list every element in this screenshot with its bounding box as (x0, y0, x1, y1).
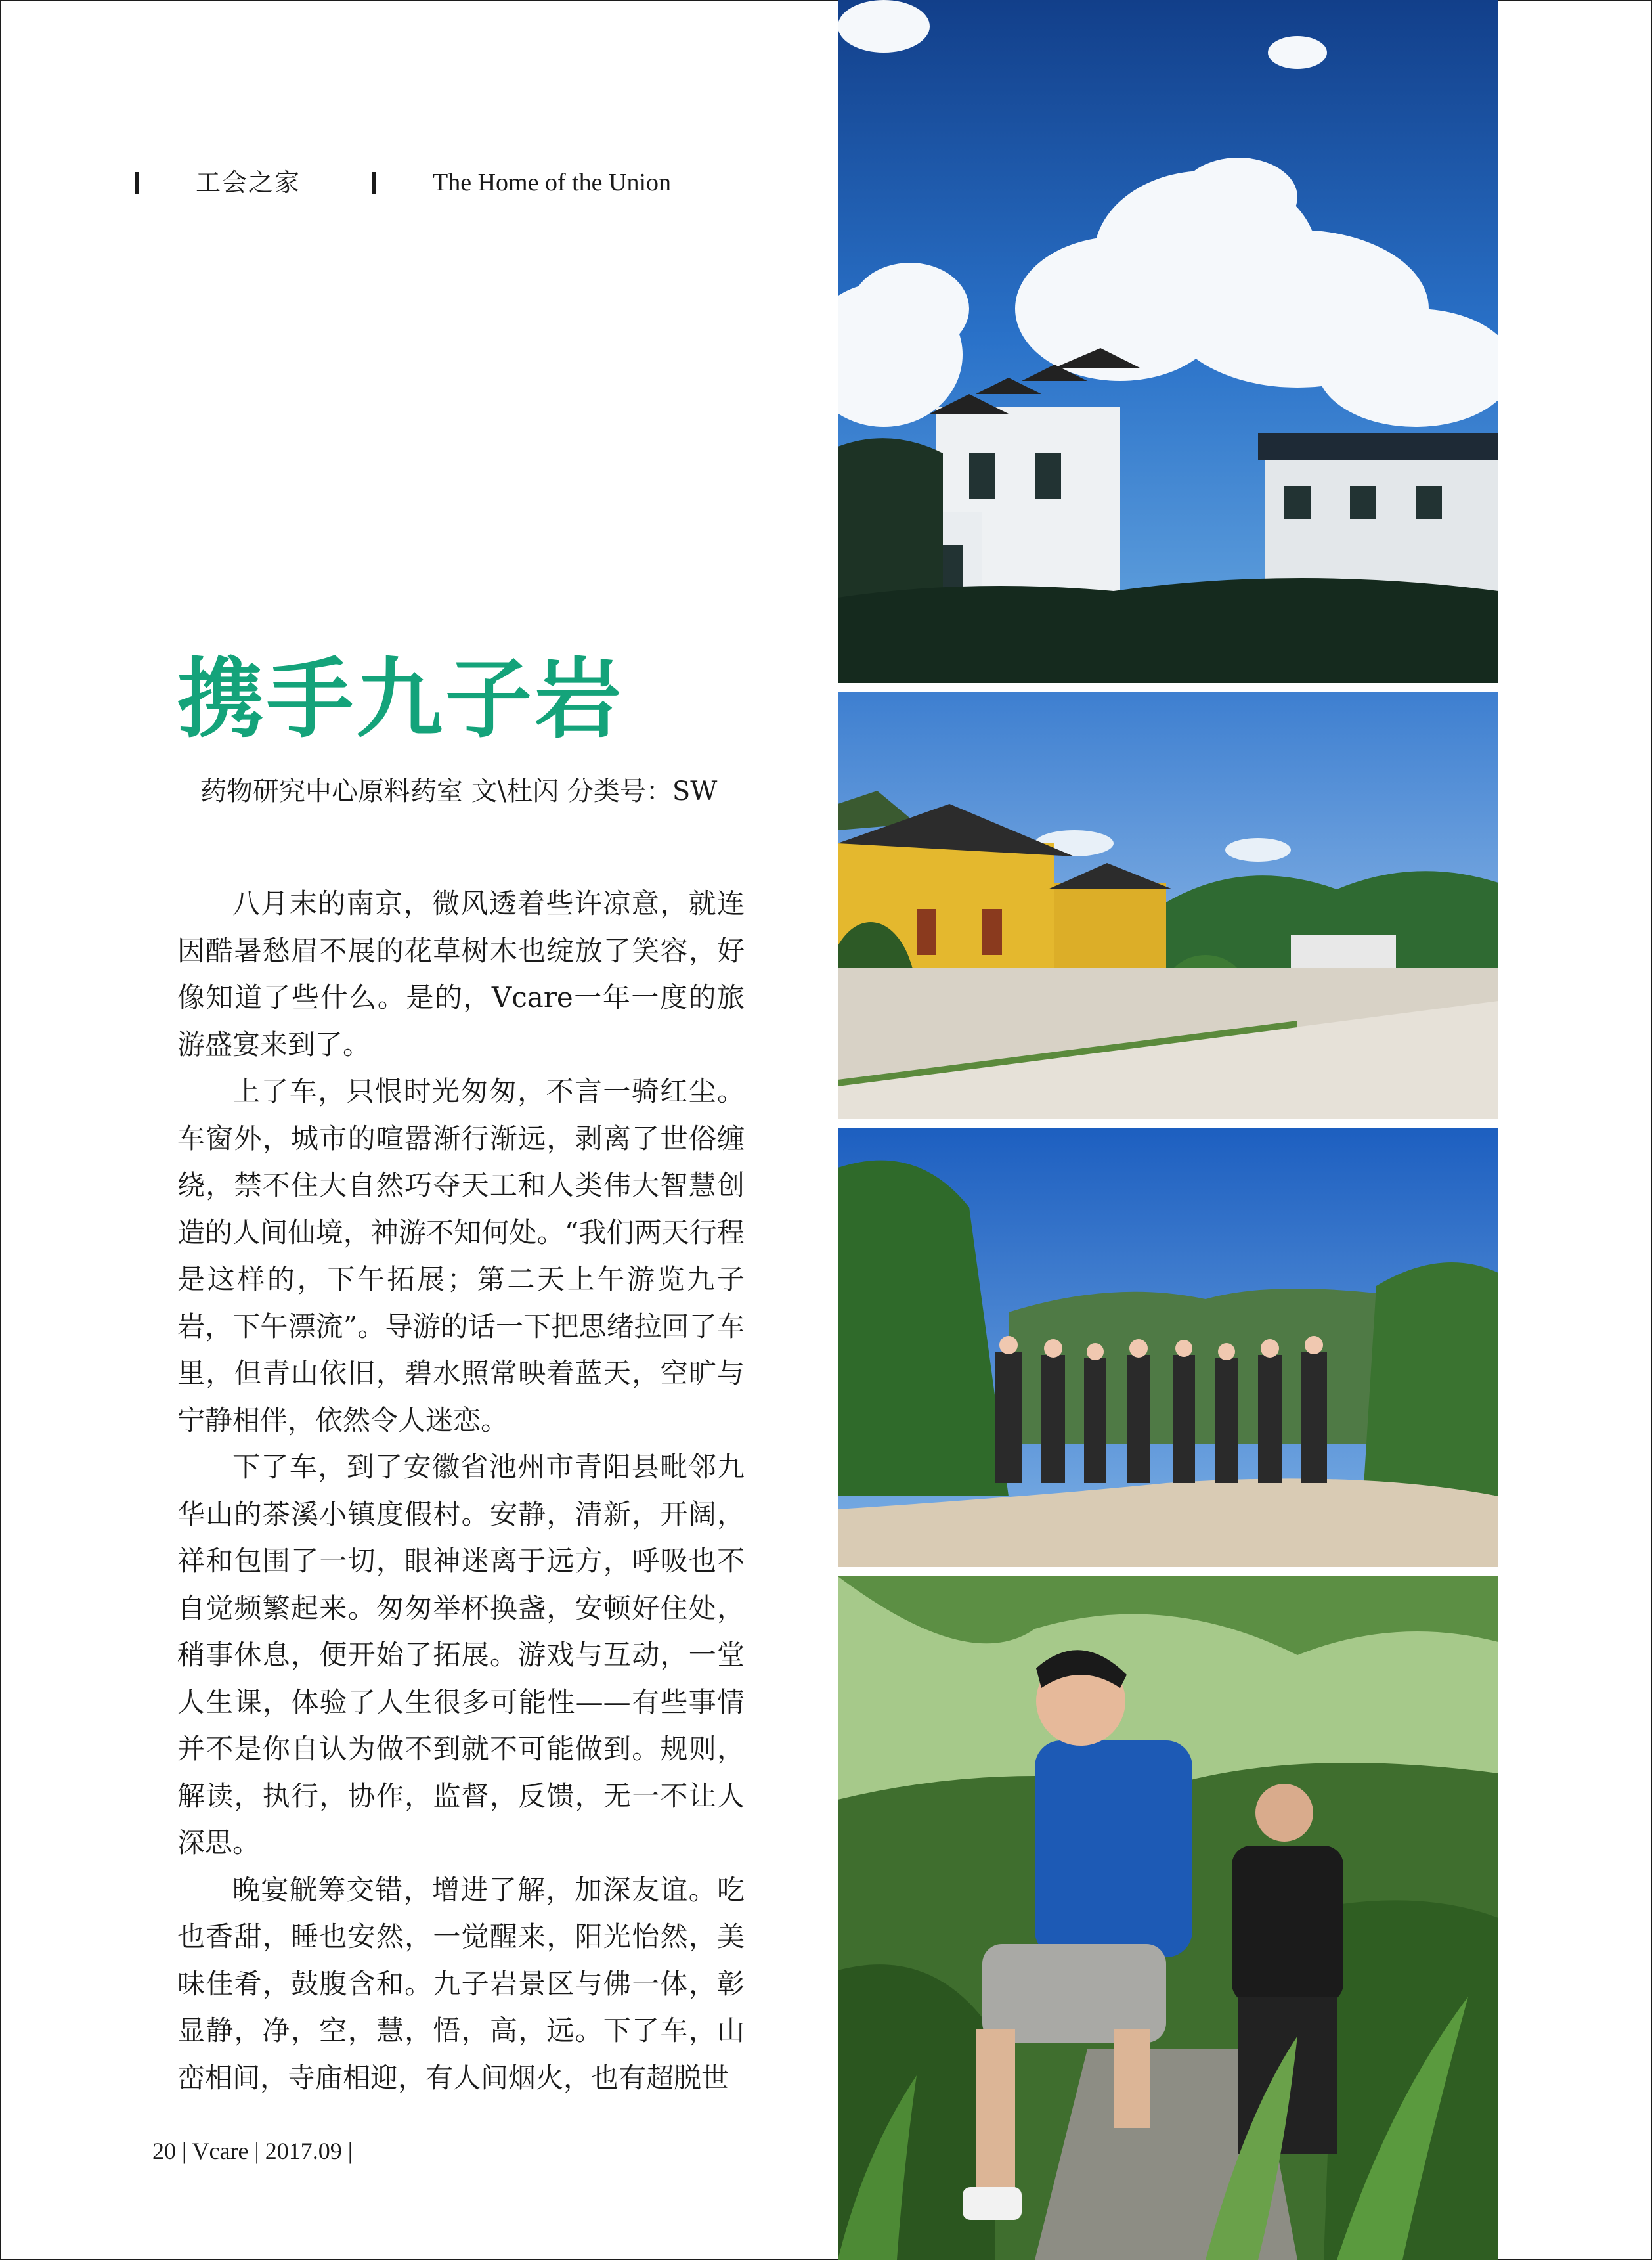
footer-divider: | (182, 2138, 192, 2164)
page-footer (152, 2135, 353, 2167)
article-paragraph: 上了车，只恨时光匆匆，不言一骑红尘。车窗外，城市的喧嚣渐行渐远，剥离了世俗缠绕，禁不住大自然巧夺天工和人类伟大智慧创造的人间仙境，神游不知何处。“我们两天行程是这样的，下午拓展；第二天上午游览九子岩，下午漂流”。导游的话一下把思绪拉回了车里，但青山依旧，碧水照常映着蓝天，空旷与宁静相伴，依然令人迷恋。 (177, 1075, 745, 1436)
page-number: 20 (152, 2138, 176, 2164)
section-title-en: The Home of the Union (433, 169, 672, 196)
magazine-name: Vcare (192, 2138, 249, 2164)
header-divider (135, 172, 139, 194)
article-byline: 药物研究中心原料药室 文\杜闪 分类号：SW (200, 776, 718, 807)
photo-temple (838, 692, 1498, 1119)
footer-divider: | (254, 2138, 265, 2164)
article-body (177, 880, 745, 2101)
issue-date: 2017.09 (265, 2138, 342, 2164)
article-paragraph: 下了车，到了安徽省池州市青阳县毗邻九华山的茶溪小镇度假村。安静，清新，开阔，祥和包围了一切，眼神迷离于远方，呼吸也不自觉频繁起来。匆匆举杯换盏，安顿好住处，稍事休息，便开始了拓展。游戏与互动，一堂人生课，体验了人生很多可能性——有些事情并不是你自认为做不到就不可能做到。规则，解读，执行，协作，监督，反馈，无一不让人深思。 (177, 1451, 745, 1859)
photo-village-houses (838, 0, 1498, 683)
article-paragraph: 晚宴觥筹交错，增进了解，加深友谊。吃也香甜，睡也安然，一觉醒来，阳光怡然，美味佳肴，鼓腹含和。九子岩景区与佛一体，彰显静，净，空，慧，悟，高，远。下了车，山峦相间，寺庙相迎，有人间烟火，也有超脱世 (177, 1873, 745, 2094)
article-paragraph: 八月末的南京，微风透着些许凉意，就连因酷暑愁眉不展的花草树木也绽放了笑容，好像知道了些什么。是的，Vcare一年一度的旅游盛宴来到了。 (177, 887, 745, 1061)
article-title: 携手九子岩 (177, 649, 624, 750)
header-divider (372, 172, 376, 194)
photo-group-hikers (838, 1128, 1498, 1567)
section-title-cn: 工会之家 (196, 168, 301, 197)
running-header (135, 164, 792, 206)
footer-divider: | (347, 2138, 353, 2164)
photo-trail-climb (838, 1576, 1498, 2260)
